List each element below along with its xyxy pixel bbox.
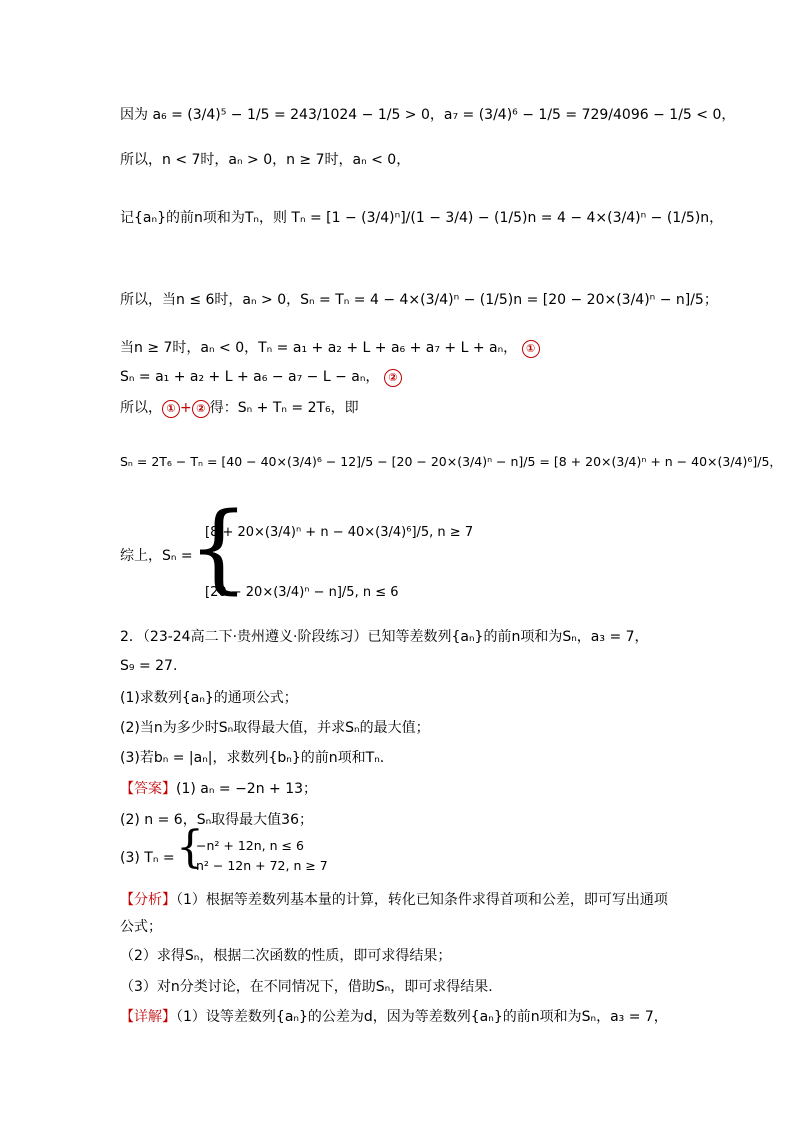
line-sn-small <box>120 290 718 310</box>
text-line-6: Sₙ = a₁ + a₂ + L + a₆ − a₇ − L − aₙ， <box>120 369 380 385</box>
summary-case-2 <box>205 583 399 603</box>
line-sn-sum <box>120 367 402 387</box>
answer-1 <box>120 779 317 799</box>
answer-3-brace: { <box>176 822 204 873</box>
answer-label: 【答案】 <box>120 781 176 797</box>
line-combine <box>120 398 359 418</box>
summary-brace: { <box>188 492 250 604</box>
text-line-7b: 得：Sₙ + Tₙ = 2T₆，即 <box>209 400 359 416</box>
line-a6-a7 <box>120 105 735 125</box>
text-q2-stem-cont: S₉ = 27. <box>120 658 178 674</box>
text-answer-2: (2) n = 6，Sₙ取得最大值36； <box>120 812 313 828</box>
text-detail-1: （1）设等差数列{aₙ}的公差为d，因为等差数列{aₙ}的前n项和为Sₙ，a₃ = 7， <box>176 1009 668 1025</box>
text-q2-stem: 2．（23-24高二下·贵州遵义·阶段练习）已知等差数列{aₙ}的前n项和为Sₙ，a₃ = 7， <box>120 629 649 645</box>
analysis-1-cont <box>120 917 162 937</box>
text-analysis-2: （2）求得Sₙ，根据二次函数的性质，即可求得结果； <box>120 948 452 964</box>
text-analysis-1: （1）根据等差数列基本量的计算，转化已知条件求得首项和公差，即可写出通项 <box>176 892 668 908</box>
text-answer-3-label: (3) Tₙ = <box>120 850 175 866</box>
text-summary-label: 综上，Sₙ = <box>120 548 193 564</box>
circle-one-ref: ① <box>162 400 180 418</box>
text-analysis-1-cont: 公式； <box>120 919 162 935</box>
circle-one: ① <box>522 340 540 358</box>
text-analysis-3: （3）对n分类讨论，在不同情况下，借助Sₙ，即可求得结果. <box>120 979 493 995</box>
answer-3-label <box>120 848 175 868</box>
analysis-3 <box>120 977 493 997</box>
circle-two: ② <box>384 369 402 387</box>
text-summary-case-2: [20 − 20×(3/4)ⁿ − n]/5, n ≤ 6 <box>205 585 399 600</box>
text-answer-3-case-2: n² − 12n + 72, n ≥ 7 <box>196 858 328 873</box>
analysis-2 <box>120 946 451 966</box>
line-sign <box>120 150 410 170</box>
analysis-1 <box>120 890 668 910</box>
answer-3-case-2 <box>196 858 328 874</box>
answer-3-case-1 <box>196 838 304 854</box>
line-sn-large <box>120 452 782 472</box>
question-2-part-2 <box>120 718 430 738</box>
text-line-2: 所以，n < 7时，aₙ > 0，n ≥ 7时，aₙ < 0， <box>120 152 411 168</box>
summary-case-1 <box>205 523 473 543</box>
circle-two-ref: ② <box>192 400 210 418</box>
text-q2-part-3: (3)若bₙ = |aₙ|，求数列{bₙ}的前n项和Tₙ. <box>120 750 385 766</box>
text-answer-3-case-1: −n² + 12n, n ≤ 6 <box>196 838 304 853</box>
summary-label <box>120 546 193 566</box>
text-summary-case-1: [8 + 20×(3/4)ⁿ + n − 40×(3/4)⁶]/5, n ≥ 7 <box>205 525 474 540</box>
detail-label: 【详解】 <box>120 1009 176 1025</box>
text-line-7a: 所以， <box>120 400 162 416</box>
text-line-8: Sₙ = 2T₆ − Tₙ = [40 − 40×(3/4)⁶ − 12]/5 − [20 − 20×(3/4)ⁿ − n]/5 = [8 + 20×(3/4)ⁿ + n − 40×(3/4)⁶]/5， <box>120 454 782 469</box>
plus-sign: + <box>180 400 192 416</box>
detail-1 <box>120 1007 668 1027</box>
line-tn <box>120 208 723 228</box>
line-tn-sum <box>120 338 540 358</box>
text-q2-part-2: (2)当n为多少时Sₙ取得最大值，并求Sₙ的最大值； <box>120 720 430 736</box>
text-q2-part-1: (1)求数列{aₙ}的通项公式； <box>120 690 298 706</box>
text-line-5: 当n ≥ 7时，aₙ < 0，Tₙ = a₁ + a₂ + L + a₆ + a₇ + L + aₙ， <box>120 340 518 356</box>
answer-2 <box>120 810 313 830</box>
question-2-part-3 <box>120 748 384 768</box>
question-2-stem <box>120 627 649 647</box>
analysis-label: 【分析】 <box>120 892 176 908</box>
text-answer-1: (1) aₙ = −2n + 13； <box>176 781 318 797</box>
text-line-1: 因为 a₆ = (3/4)⁵ − 1/5 = 243/1024 − 1/5 > 0，a₇ = (3/4)⁶ − 1/5 = 729/4096 − 1/5 < 0， <box>120 107 736 123</box>
question-2-part-1 <box>120 688 298 708</box>
text-line-4: 所以，当n ≤ 6时，aₙ > 0，Sₙ = Tₙ = 4 − 4×(3/4)ⁿ − (1/5)n = [20 − 20×(3/4)ⁿ − n]/5； <box>120 292 718 308</box>
question-2-stem-cont <box>120 656 177 676</box>
text-line-3: 记{aₙ}的前n项和为Tₙ，则 Tₙ = [1 − (3/4)ⁿ]/(1 − 3/4) − (1/5)n = 4 − 4×(3/4)ⁿ − (1/5)n， <box>120 210 724 226</box>
